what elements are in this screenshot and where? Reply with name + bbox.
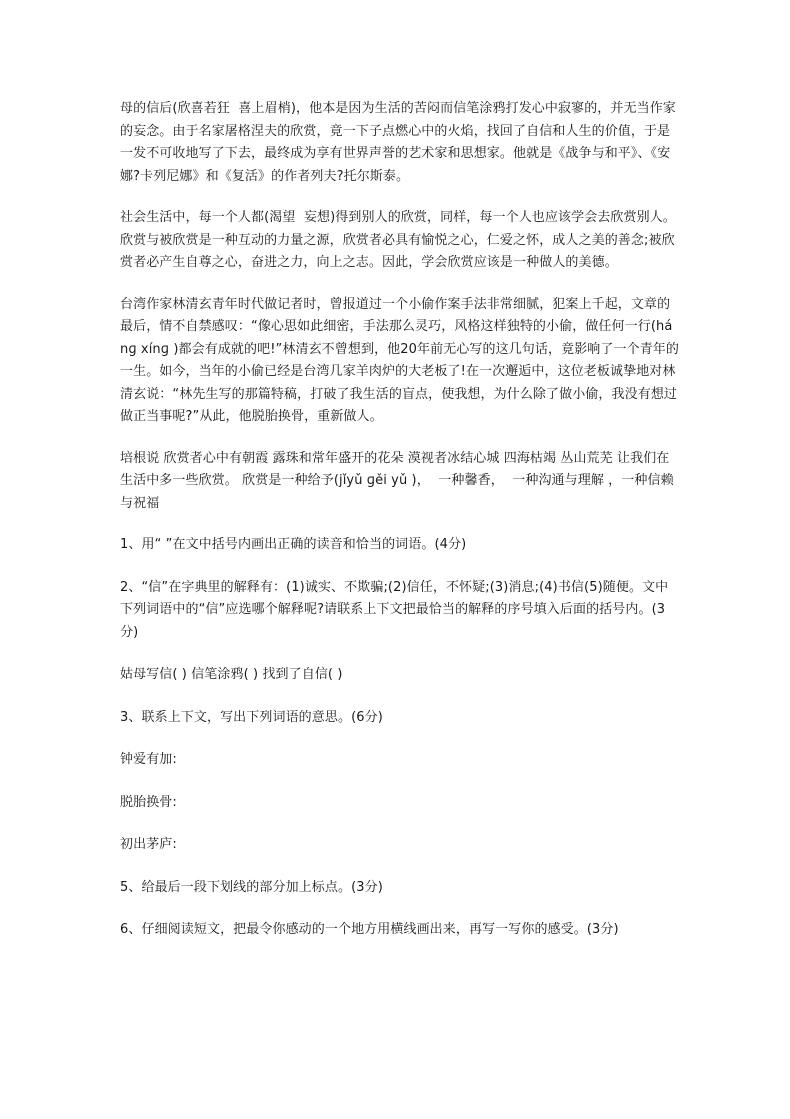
question-2: 2、“信”在字典里的解释有：(1)诚实、不欺骗;(2)信任，不怀疑;(3)消息;(4)书信(5)随便。文中下列词语中的“信”应选哪个解释呢?请联系上下文把最恰当的解释的序号填入后面的括号内。(3分) (120, 579, 669, 640)
term-tuotai-huangu: 脱胎换骨: (120, 794, 177, 810)
question-2-items: 姑母写信( ) 信笔涂鸦( ) 找到了自信( ) (120, 667, 343, 682)
term-zhongai-youjia: 钟爱有加: (120, 752, 177, 767)
question-5: 5、给最后一段下划线的部分加上标点。(3分) (120, 879, 383, 895)
document-content (120, 98, 680, 962)
passage-paragraph-4: 培根说 欣赏者心中有朝霞 露珠和常年盛开的花朵 漠视者冰结心城 四海枯竭 丛山荒芜 让我们在生活中多一些欣赏。 欣赏是一种给予(jǐyǔ ɡěi yǔ )， 一种馨香， 一种沟通与理解 ，一种信赖与祝福 (120, 450, 674, 511)
passage-paragraph-1: 母的信后(欣喜若狂 喜上眉梢)，他本是因为生活的苦闷而信笔涂鸦打发心中寂寥的，并无当作家的妄念。由于名家屠格涅夫的欣赏，竟一下子点燃心中的火焰，找回了自信和人生的价值，于是一发不可收地写了下去，最终成为享有世界声誉的艺术家和思想家。他就是《战争与和平》、《安娜?卡列尼娜》和《复活》的作者列夫?托尔斯泰。 (120, 101, 676, 184)
question-1: 1、用“ ”在文中括号内画出正确的读音和恰当的词语。(4分) (120, 537, 467, 552)
term-chuchu-maolu: 初出茅庐: (120, 837, 177, 852)
question-6: 6、仔细阅读短文，把最令你感动的一个地方用横线画出来，再写一写你的感受。(3分) (120, 922, 619, 937)
passage-paragraph-3: 台湾作家林清玄青年时代做记者时，曾报道过一个小偷作案手法非常细腻，犯案上千起，文章的最后，情不自禁感叹：“像心思如此细密，手法那么灵巧，风格这样独特的小偷，做任何一行(hánɡ xínɡ )都会有成就的吧!”林清玄不曾想到，他20年前无心写的这几句话，竟影响了一个青年的一生。如今，当年的小偷已经是台湾几家羊肉炉的大老板了!在一次邂逅中，这位老板诚挚地对林清玄说：“林先生写的那篇特稿，打破了我生活的盲点，使我想，为什么除了做小偷，我没有想过做正当事呢?”从此，他脱胎换骨，重新做人。 (120, 296, 680, 424)
passage-paragraph-2: 社会生活中，每一个人都(渴望 妄想)得到别人的欣赏，同样，每一个人也应该学会去欣赏别人。欣赏与被欣赏是一种互动的力量之源，欣赏者必具有愉悦之心，仁爱之怀，成人之美的善念;被欣赏者必产生自尊之心，奋进之力，向上之志。因此，学会欣赏应该是一种做人的美德。 (120, 210, 676, 270)
question-3: 3、联系上下文，写出下列词语的意思。(6分) (120, 709, 383, 725)
